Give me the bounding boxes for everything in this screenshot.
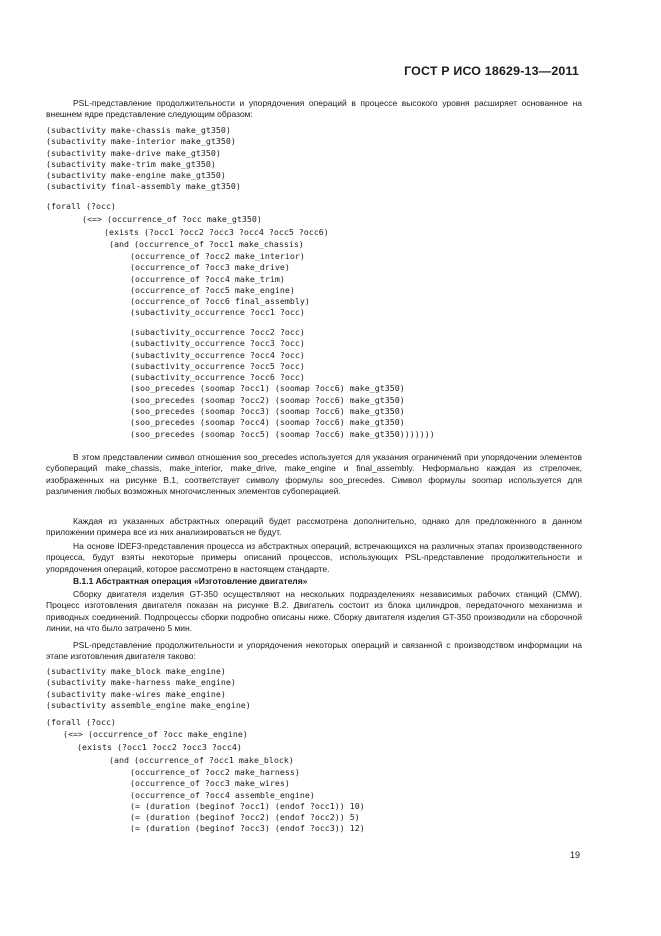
paragraph-engine-psl: PSL-представление продолжительности и упорядочения некоторых операций и связанной с производством информации на этапе изготовления двигателя таково: bbox=[46, 640, 582, 662]
page-number: 19 bbox=[570, 850, 581, 860]
code-equivalence: (<=> (occurrence_of ?occ make_gt350) bbox=[82, 214, 262, 224]
code-soo-precedes: (subactivity_occurrence ?occ2 ?occ) (subactivity_occurrence ?occ3 ?occ) (subactivity_occurrence ?occ4 ?occ) (subactivity_occurrence ?occ5 ?occ) (subactivity_occurrence ?occ6 ?occ) (soo_precedes (soomap ?occ1) (soomap ?occ6) make_gt350) (soo_precedes (soomap ?occ2) (soomap ?occ6) make_gt350) (soo_precedes (soomap ?occ3) (soomap ?occ6) make_gt350) (soo_precedes (soomap ?occ4) (soomap ?occ6) make_gt350) (soo_precedes (soomap ?occ5) (soomap ?occ6) make_gt350))))))) bbox=[130, 327, 435, 439]
code-engine-equivalence: (<=> (occurrence_of ?occ make_engine) bbox=[63, 729, 248, 739]
paragraph-abstract-operations: Каждая из указанных абстрактных операций будет рассмотрена дополнительно, однако для предложенного в данном приложении примера все из них анализироваться не будут. bbox=[46, 516, 582, 538]
paragraph-intro: PSL-представление продолжительности и упорядочения операций в процессе высокого уровня расширяет основанное на внешнем ядре представление следующим образом: bbox=[46, 98, 582, 120]
code-engine-forall: (forall (?occ) bbox=[46, 717, 116, 727]
paragraph-engine-assembly: Сборку двигателя изделия GT-350 осуществляют на нескольких подразделениях независимых рабочих станций (CMW). Процесс изготовления двигателя показан на рисунке В.2. Двигатель состоит из блока цилиндров, передаточного механизма и приводных соединений. Подпроцессы сборки подробно описаны ниже. Сборку двигателя изделия GT-350 производили на сборочной линии, на что было затрачено 5 мин. bbox=[46, 589, 582, 634]
code-occurrences: (occurrence_of ?occ2 make_interior) (occurrence_of ?occ3 make_drive) (occurrence_of ?occ4 make_trim) (occurrence_of ?occ5 make_engine) (occurrence_of ?occ6 final_assembly) (subactivity_occurrence ?occ1 ?occ) bbox=[130, 251, 310, 318]
code-and: (and (occurrence_of ?occ1 make_chassis) bbox=[109, 239, 304, 249]
document-header: ГОСТ Р ИСО 18629-13—2011 bbox=[404, 64, 579, 78]
code-exists: (exists (?occ1 ?occ2 ?occ3 ?occ4 ?occ5 ?occ6) bbox=[104, 227, 329, 237]
code-engine-occurrences: (occurrence_of ?occ2 make_harness) (occurrence_of ?occ3 make_wires) (occurrence_of ?occ4 assemble_engine) (= (duration (beginof ?occ1) (endof ?occ1)) 10) (= (duration (beginof ?occ2) (endof ?occ2)) 5) (= (duration (beginof ?occ3) (endof ?occ3)) 12) bbox=[130, 767, 365, 834]
code-engine-subactivities: (subactivity make_block make_engine) (subactivity make-harness make_engine) (subactivity make-wires make_engine) (subactivity assemble_engine make_engine) bbox=[46, 666, 251, 710]
code-engine-exists: (exists (?occ1 ?occ2 ?occ3 ?occ4) bbox=[77, 742, 242, 752]
code-engine-and: (and (occurrence_of ?occ1 make_block) bbox=[109, 755, 294, 765]
section-heading: В.1.1 Абстрактная операция «Изготовление двигателя» bbox=[73, 576, 308, 586]
code-subactivities: (subactivity make-chassis make_gt350) (subactivity make-interior make_gt350) (subactivity make-drive make_gt350) (subactivity make-trim make_gt350) (subactivity make-engine make_gt350) (subactivity final-assembly make_gt350) bbox=[46, 125, 241, 192]
code-forall: (forall (?occ) bbox=[46, 201, 116, 211]
paragraph-soo-precedes: В этом представлении символ отношения soo_precedes используется для указания ограничений при упорядочении элементов субопераций make_chassis, make_interior, make_drive, make_engine и final_assembly. Неформально каждая из стрелочек, изображенных на рисунке В.1, соответствует символу формулы soo_precedes. Символ формулы soomap используется для различения любых возможных многочисленных элементов субоперацией. bbox=[46, 452, 582, 497]
paragraph-idef3: На основе IDEF3-представления процесса из абстрактных операций, встречающихся на различных этапах производственного процесса, будут взяты некоторые примеры описаний процессов, использующих PSL-представление продолжительности и упорядочения операций, которое рассмотрено в настоящем стандарте. bbox=[46, 541, 582, 574]
